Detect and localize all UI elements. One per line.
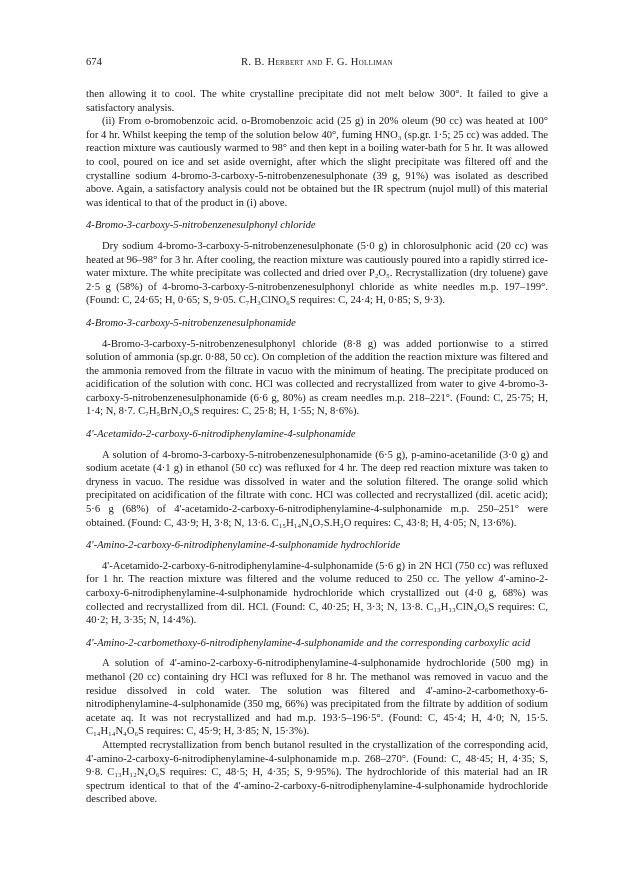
section-paragraph: Attempted recrystallization from bench butanol resulted in the crystallization of the corresponding acid, 4'-amino-2-carboxy-6-nitrodiphenylamine-4-sulphonamide m.p. 268–270°. (Found: C, 48·45; H, 4·35; S, 9·8. C₁₃H₁₂N₄O₆S requires: C, 48·5; H, 4·35; S, 9·95%). The hydrochloride of this material had an IR spectrum identical to that of the 4'-amino-2-carboxy-6-nitrodiphenylamine-4-sulphonamide hydrochloride described above. (86, 739, 548, 806)
section-paragraph: Dry sodium 4-bromo-3-carboxy-5-nitrobenzenesulphonate (5·0 g) in chlorosulphonic acid (20 cc) was heated at 96–98° for 3 hr. After cooling, the reaction mixture was cautiously poured into a rapidly stirred ice-water mixture. The white precipitate was collected and dried over P₂O₅. Recrystallization (dry toluene) gave 2·5 g (58%) of 4-bromo-3-carboxy-5-nitrobenzenesulphonyl chloride as white needles m.p. 197–199°. (Found: C, 24·65; H, 0·65; S, 9·05. C₇H₃ClNO₆S requires: C, 24·4; H, 0·85; S, 9·3). (86, 240, 548, 307)
continuation-paragraph: then allowing it to cool. The white crystalline precipitate did not melt below 300°. It failed to give a satisfactory analysis. (86, 89, 548, 114)
section-sulphonamide (86, 317, 548, 419)
section-carbomethoxy (86, 637, 548, 807)
section-acetamido (86, 428, 548, 530)
section-paragraph: A solution of 4'-amino-2-carboxy-6-nitrodiphenylamine-4-sulphonamide hydrochloride (500 mg) in methanol (20 cc) containing dry HCl was refluxed for 8 hr. The methanol was removed in vacuo and the residue dissolved in cold water. The solution was filtered and 4'-amino-2-carbomethoxy-6-nitrodiphenylamine-4-sulphonamide (350 mg, 66%) was precipitated from the filtrate by addition of sodium acetate aq. It was not recrystallized and had m.p. 193·5–196·5°. (Found: C, 45·4; H, 4·0; N, 15·5. C₁₄H₁₄N₄O₆S requires: C, 45·9; H, 3·85; N, 15·3%). (86, 658, 548, 738)
section-heading: 4-Bromo-3-carboxy-5-nitrobenzenesulphonamide (86, 317, 296, 329)
section-paragraph: A solution of 4-bromo-3-carboxy-5-nitrobenzenesulphonamide (6·5 g), p-amino-acetanilide (3·0 g) and sodium acetate (4·1 g) in ethanol (50 cc) was refluxed for 4 hr. The deep red reaction mixture was taken to dryness in vacuo. The residue was dissolved in water and the solution filtered. The orange solid which precipitated on acidification of the filtrate with conc. HCl was collected and recrystallized (dil. acetic acid); 5·6 g (68%) of 4'-acetamido-2-carboxy-6-nitrodiphenylamine-4-sulphonamide m.p. 250–251° were obtained. (Found: C, 43·9; H, 3·8; N, 13·6. C₁₅H₁₄N₄O₇S.H₂O requires: C, 43·8; H, 4·05; N, 13·6%). (86, 449, 548, 529)
section-paragraph: 4'-Acetamido-2-carboxy-6-nitrodiphenylamine-4-sulphonamide (5·6 g) in 2N HCl (750 cc) was refluxed for 1 hr. The reaction mixture was filtered and the volume reduced to 250 cc. The yellow 4'-amino-2-carboxy-6-nitrodiphenylamine-4-sulphonamide hydrochloride which crystallized out (4·0 g, 68%) was collected and recrystallized from dil. HCl. (Found: C, 40·25; H, 3·3; N, 13·8. C₁₃H₁₃ClN₄O₆S requires: C, 40·2; H, 3·35; N, 14·4%). (86, 560, 548, 627)
continuation-section (86, 88, 548, 210)
page-header (86, 56, 548, 70)
page-number: 674 (86, 57, 102, 68)
section-heading: 4-Bromo-3-carboxy-5-nitrobenzenesulphonyl chloride (86, 220, 316, 232)
section-heading: 4'-Amino-2-carboxy-6-nitrodiphenylamine-4-sulphonamide hydrochloride (86, 540, 401, 552)
section-amino-hydrochloride (86, 539, 548, 628)
procedure-ii-paragraph: (ii) From o-bromobenzoic acid. o-Bromobenzoic acid (25 g) in 20% oleum (90 cc) was heated at 100° for 4 hr. Whilst keeping the temp of the solution below 40°, fuming HNO₃ (sp.gr. 1·5; 25 cc) was added. The reaction mixture was cautiously warmed to 98° and then kept in a boiling water-bath for 5 hr. It was allowed to cool, poured on ice and set aside overnight, after which the slight precipitate was filtered off and the crystalline sodium 4-bromo-3-carboxy-5-nitrobenzenesulphonate (39 g, 91%) was isolated as described above. Again, a satisfactory analysis could not be obtained but the IR spectrum (nujol mull) of this material was identical to that of the product in (i) above. (86, 116, 548, 209)
article-body (86, 88, 548, 807)
section-heading: 4'-Acetamido-2-carboxy-6-nitrodiphenylamine-4-sulphonamide (86, 429, 356, 441)
running-head: R. B. Herbert and F. G. Holliman (240, 57, 394, 68)
section-heading: 4'-Amino-2-carbomethoxy-6-nitrodiphenylamine-4-sulphonamide and the corresponding carboxylic acid (86, 637, 531, 649)
section-sulphonyl-chloride (86, 219, 548, 308)
section-paragraph: 4-Bromo-3-carboxy-5-nitrobenzenesulphonyl chloride (8·8 g) was added portionwise to a stirred solution of ammonia (sp.gr. 0·88, 50 cc). On completion of the addition the reaction mixture was filtered and the ammonia removed from the filtrate in vacuo with the minimum of heating. The precipitate produced on acidification of the solution with conc. HCl was collected and recrystallized from water to give 4-bromo-3-carboxy-5-nitrobenzenesulphonamide (6·6 g, 80%) as cream needles m.p. 218–221°. (Found: C, 25·75; H, 1·4; N, 8·7. C₇H₅BrN₂O₆S requires: C, 25·8; H, 1·55; N, 8·6%). (86, 338, 548, 418)
